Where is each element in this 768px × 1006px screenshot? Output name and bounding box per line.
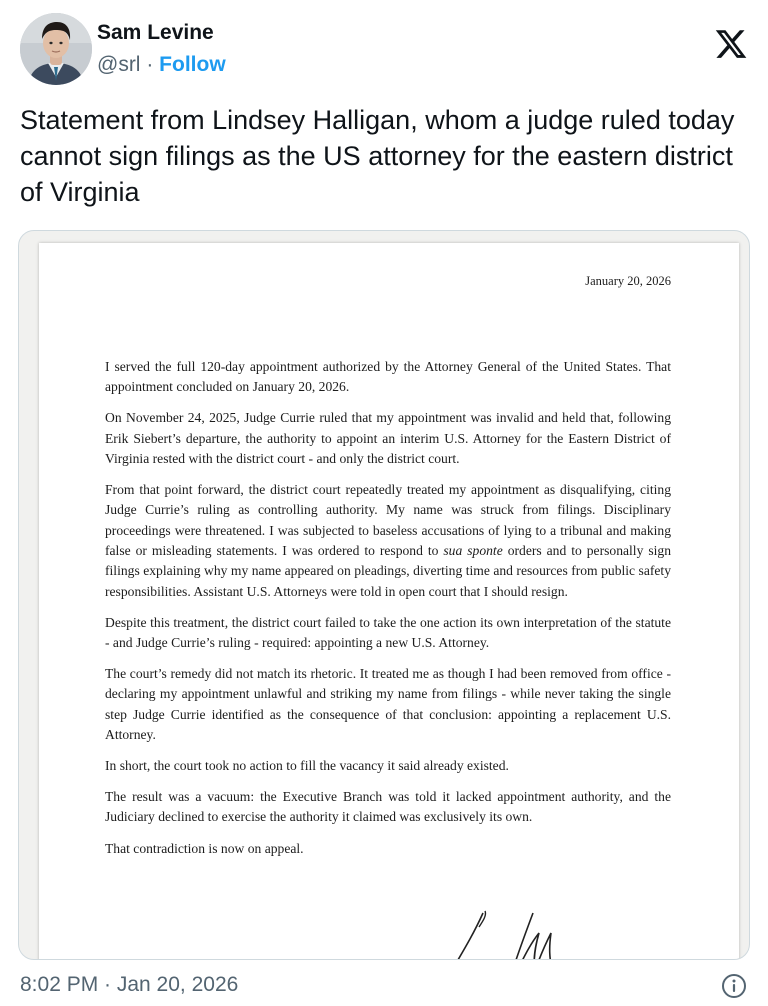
document-paragraph: That contradiction is now on appeal. xyxy=(105,840,304,856)
statement-document xyxy=(39,243,739,960)
author-handle[interactable]: @srl xyxy=(97,53,141,76)
document-paragraph: In short, the court took no action to fill the vacancy it said already existed. xyxy=(105,758,509,774)
follow-button[interactable]: Follow xyxy=(159,53,226,76)
paragraph-italic-text: sua sponte xyxy=(443,542,503,558)
tweet-footer xyxy=(20,970,748,1002)
avatar[interactable] xyxy=(20,13,92,85)
document-body xyxy=(105,357,671,870)
document-paragraph: Despite this treatment, the district court failed to take the one action its own interpretation of the statute - and Judge Currie’s ruling - required: appointing a new U.S. Attorney. xyxy=(105,614,671,650)
document-date: January 20, 2026 xyxy=(585,274,671,288)
author-name[interactable]: Sam Levine xyxy=(97,21,214,44)
info-icon[interactable] xyxy=(721,973,747,999)
attached-image[interactable] xyxy=(18,230,750,960)
document-paragraph: On November 24, 2025, Judge Currie ruled that my appointment was invalid and held that, following Erik Siebert’s departure, the authority to appoint an interim U.S. Attorney for the Eastern District of Virginia rested with the district court - and only the district court. xyxy=(105,410,671,466)
paragraph-text: orders and to personally sign filings explaining why my name appeared on pleadings, diverting time and resources from public safety responsibilities. Assistant U.S. Attorneys were told in open court that I should resign. xyxy=(105,542,671,599)
document-paragraph: I served the full 120-day appointment authorized by the Attorney General of the United States. That appointment concluded on January 20, 2026. xyxy=(105,359,671,395)
avatar-portrait xyxy=(20,13,92,85)
document-paragraph: The result was a vacuum: the Executive Branch was told it lacked appointment authority, and the Judiciary declined to exercise the authority it claimed was exclusively its own. xyxy=(105,789,671,825)
tweet-text: Statement from Lindsey Halligan, whom a judge ruled today cannot sign filings as the US attorney for the eastern district of Virginia xyxy=(20,105,735,207)
document-paragraph: The court’s remedy did not match its rhetoric. It treated me as though I had been removed from office - declaring my appointment unlawful and striking my name from filings - while never taking the single step Judge Currie identified as the consequence of that conclusion: appointing a replacement U.S. Attorney. xyxy=(105,666,671,742)
separator-dot: · xyxy=(146,53,154,76)
handle-row xyxy=(97,53,226,77)
x-logo-icon[interactable] xyxy=(714,27,748,61)
tweet-timestamp[interactable]: 8:02 PM · Jan 20, 2026 xyxy=(20,973,239,996)
signature xyxy=(435,903,615,960)
paragraph-text: From that point forward, the district court repeatedly treated my appointment as disqualifying, citing Judge Currie’s ruling as controlling authority. My name was struck from filings. Disciplinary proceedings were threatened. I was subjected to baseless accusations of lying to a tribunal and making false or misleading statements. I was ordered to respond to xyxy=(105,482,671,558)
tweet-header xyxy=(20,13,748,85)
document-paragraph xyxy=(105,480,671,602)
